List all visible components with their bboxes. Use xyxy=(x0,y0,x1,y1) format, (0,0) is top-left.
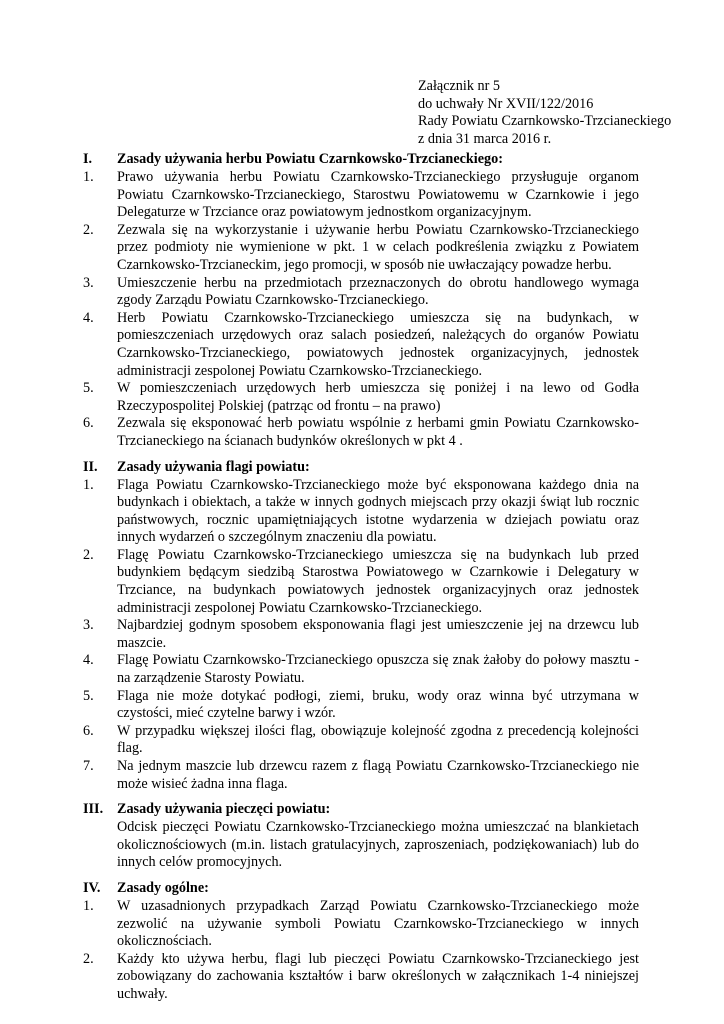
item-number: 4. xyxy=(83,309,94,326)
list-item xyxy=(83,951,639,1004)
item-number: 2. xyxy=(83,221,94,238)
item-text: Flaga nie może dotykać podłogi, ziemi, bruku, wody oraz winna być utrzymana w czystości, mieć czytelne barwy i wzór. xyxy=(117,687,639,722)
section-heading xyxy=(83,151,639,169)
list-item xyxy=(83,617,639,652)
section-number: II. xyxy=(83,458,98,475)
section-title: Zasady ogólne: xyxy=(117,879,209,896)
section-list xyxy=(83,169,639,451)
section-heading xyxy=(83,801,639,819)
item-number: 1. xyxy=(83,476,94,493)
item-number: 5. xyxy=(83,380,94,397)
item-number: 3. xyxy=(83,274,94,291)
item-number: 7. xyxy=(83,758,94,774)
item-number: 5. xyxy=(83,687,94,704)
item-number: 4. xyxy=(83,652,94,669)
header-line: Rady Powiatu Czarnkowsko-Trzcianeckiego xyxy=(418,113,672,130)
list-item xyxy=(83,688,639,723)
item-number: 1. xyxy=(83,897,94,914)
header-line: do uchwały Nr XVII/122/2016 xyxy=(418,95,594,112)
list-item xyxy=(83,723,639,758)
list-item xyxy=(83,310,639,380)
header-line: z dnia 31 marca 2016 r. xyxy=(418,130,552,147)
section-paragraph: Odcisk pieczęci Powiatu Czarnkowsko-Trzcianeckiego można umieszczać na blankietach okolicznościowych (m.in. listach gratulacyjnych, zaproszeniach, podziękowaniach) lub do innych celów promocyjnych. xyxy=(117,819,639,871)
section-flag xyxy=(83,459,639,794)
section-list xyxy=(83,477,639,794)
item-text: Zezwala się na wykorzystanie i używanie herbu Powiatu Czarnkowsko-Trzcianeckiego przez podmioty nie wymienione w pkt. 1 w celach podkreślenia związku z Powiatem Czarnkowsko-Trzcianeckim, jego promocji, w sposób nie uwłaczający powadze herbu. xyxy=(117,221,639,273)
item-number: 6. xyxy=(83,415,94,432)
section-title: Zasady używania herbu Powiatu Czarnkowsko-Trzcianeckiego: xyxy=(117,151,503,167)
item-number: 6. xyxy=(83,722,94,739)
item-number: 3. xyxy=(83,617,94,634)
item-text: Flagę Powiatu Czarnkowsko-Trzcianeckiego umieszcza się na budynkach lub przed budynkiem będącym siedzibą Starostwa Powiatowego w Czarnkowie i Delegatury w Trzciance, na budynkach powiatowych jednostek organizacyjnych oraz jednostek administracji zespolonej Powiatu Czarnkowsko-Trzcianeckiego. xyxy=(117,546,639,616)
item-text: Umieszczenie herbu na przedmiotach przeznaczonych do obrotu handlowego wymaga zgody Zarządu Powiatu Czarnkowsko-Trzcianeckiego. xyxy=(117,274,639,309)
list-item xyxy=(83,169,639,222)
item-text: Zezwala się eksponować herb powiatu wspólnie z herbami gmin Powiatu Czarnkowsko-Trzcianeckiego na ścianach budynków określonych w pkt 4 . xyxy=(117,415,639,449)
list-item xyxy=(83,652,639,687)
item-text: W pomieszczeniach urzędowych herb umieszcza się poniżej i na lewo od Godła Rzeczypospolitej Polskiej (patrząc od frontu – na prawo) xyxy=(117,380,639,414)
item-number: 1. xyxy=(83,169,94,185)
section-list xyxy=(83,898,639,1004)
section-seal xyxy=(83,801,639,872)
list-item xyxy=(83,222,639,275)
list-item xyxy=(83,275,639,310)
item-text: Flagę Powiatu Czarnkowsko-Trzcianeckiego opuszcza się znak żałoby do połowy masztu - na zarządzenie Starosty Powiatu. xyxy=(117,652,639,687)
item-text: W uzasadnionych przypadkach Zarząd Powiatu Czarnkowsko-Trzcianeckiego może zezwolić na używanie symboli Powiatu Czarnkowsko-Trzcianeckiego w innych okolicznościach. xyxy=(117,897,639,950)
item-text: Prawo używania herbu Powiatu Czarnkowsko-Trzcianeckiego przysługuje organom Powiatu Czarnkowsko-Trzcianeckiego, Starostwu Powiatowemu w Czarnkowie i jego Delegaturze w Trzciance oraz powiatowym jednostkom organizacyjnym. xyxy=(117,169,639,221)
attachment-header xyxy=(418,78,718,148)
item-text: W przypadku większej ilości flag, obowiązuje kolejność zgodna z precedencją kolejności flag. xyxy=(117,722,639,757)
list-item xyxy=(83,380,639,415)
item-number: 2. xyxy=(83,546,94,563)
list-item xyxy=(83,415,639,450)
header-line: Załącznik nr 5 xyxy=(418,78,500,94)
section-number: III. xyxy=(83,801,104,818)
section-number: I. xyxy=(83,151,93,167)
list-item xyxy=(83,547,639,617)
document-body xyxy=(83,151,639,1012)
item-text: Każdy kto używa herbu, flagi lub pieczęci Powiatu Czarnkowsko-Trzcianeckiego jest zobowiązany do zachowania kształtów i barw określonych w załącznikach 1-4 niniejszej uchwały. xyxy=(117,950,639,1002)
item-text: Najbardziej godnym sposobem eksponowania flagi jest umieszczenie jej na drzewcu lub maszcie. xyxy=(117,617,639,651)
section-heading xyxy=(83,459,639,477)
list-item xyxy=(83,898,639,951)
section-coat-of-arms xyxy=(83,151,639,451)
item-text: Flaga Powiatu Czarnkowsko-Trzcianeckiego może być eksponowana każdego dnia na budynkach i obiektach, a także w innych godnych miejscach przy okazji świąt lub rocznic państwowych, rocznic upamiętniających istotne wydarzenia w dziejach powiatu oraz innych wydarzeń o szczególnym znaczeniu dla powiatu. xyxy=(117,476,639,546)
section-title: Zasady używania pieczęci powiatu: xyxy=(117,801,331,818)
item-text: Na jednym maszcie lub drzewcu razem z flagą Powiatu Czarnkowsko-Trzcianeckiego nie może wisieć żadna inna flaga. xyxy=(117,758,639,792)
section-general xyxy=(83,880,639,1004)
list-item xyxy=(83,477,639,547)
section-title: Zasady używania flagi powiatu: xyxy=(117,458,310,475)
section-heading xyxy=(83,880,639,898)
list-item xyxy=(83,758,639,793)
section-number: IV. xyxy=(83,879,101,896)
item-number: 2. xyxy=(83,950,94,967)
item-text: Herb Powiatu Czarnkowsko-Trzcianeckiego umieszcza się na budynkach, w pomieszczeniach urzędowych oraz salach posiedzeń, należących do organów Powiatu Czarnkowsko-Trzcianeckiego, powiatowych jednostek organizacyjnych, jednostek administracji zespolonej Powiatu Czarnkowsko-Trzcianeckiego. xyxy=(117,309,639,379)
